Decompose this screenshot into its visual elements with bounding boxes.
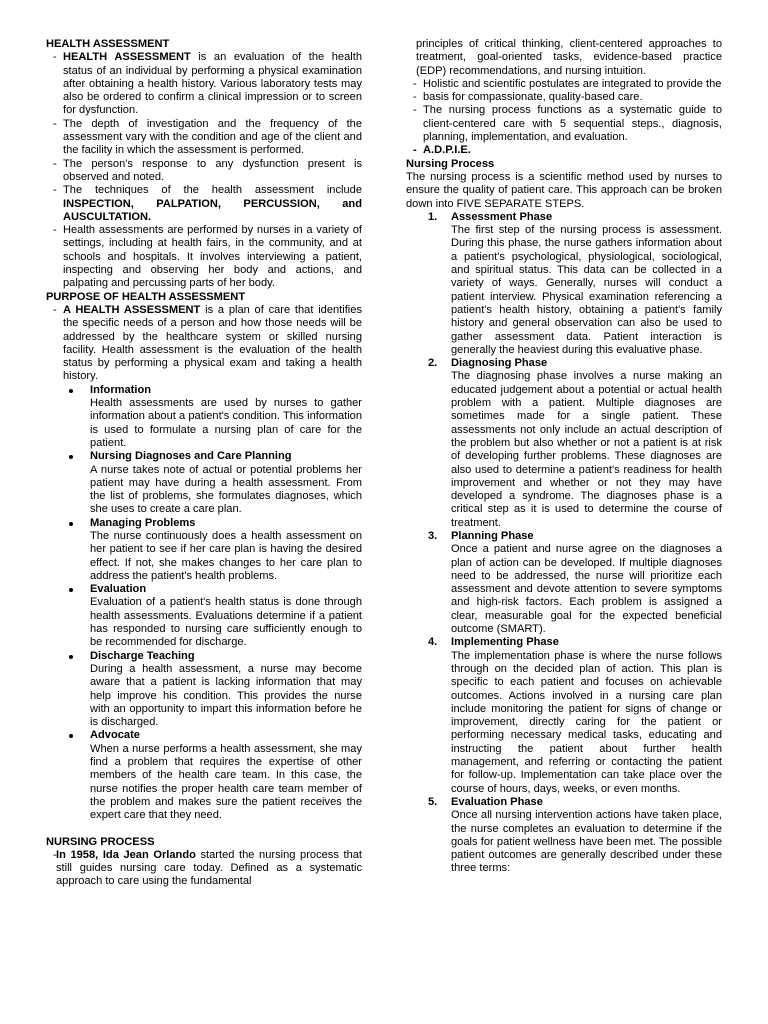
paragraph-continued: principles of critical thinking, client-centered approaches to treatment, goal-oriented tasks, evidence-based practice (EDP) recommendations, and nursing intuition. xyxy=(416,38,722,77)
phase-number: 5. xyxy=(428,795,438,808)
section-heading-purpose: PURPOSE OF HEALTH ASSESSMENT xyxy=(46,290,246,303)
phase-item xyxy=(406,530,722,636)
phase-title: Assessment Phase xyxy=(451,210,553,223)
phase-number: 3. xyxy=(428,529,438,542)
phase-item xyxy=(406,796,722,876)
paragraph-systematic-guide: - The nursing process functions as a systematic guide to client-centered care with 5 sequential steps., diagnosis, planning, implementation, and evaluation. xyxy=(406,104,722,144)
bullet-item xyxy=(46,517,362,583)
bullet-body: A nurse takes note of actual or potential problems her patient may have during a health assessment. From the list of problems, she formulates diagnoses, which she uses to create a care plan. xyxy=(90,463,362,516)
bullet-title: Advocate xyxy=(90,729,140,742)
bullet-body: Health assessments are used by nurses to gather information about a patient's condition. This information is used to formulate a nursing plan of care for the patient. xyxy=(90,397,362,449)
bullet-title: Managing Problems xyxy=(90,516,196,529)
paragraph-definition xyxy=(46,51,362,117)
paragraph-response: - The person's response to any dysfunction present is observed and noted. xyxy=(46,158,362,185)
paragraph-holistic: - Holistic and scientific postulates are integrated to provide the xyxy=(406,78,722,91)
bullet-item xyxy=(46,384,362,450)
bullet-dot-icon xyxy=(69,655,73,659)
bullet-title: Discharge Teaching xyxy=(90,649,195,662)
phase-item xyxy=(406,636,722,796)
techniques-list: INSPECTION, PALPATION, PERCUSSION, and AUSCULTATION. xyxy=(63,197,362,223)
paragraph-orlando xyxy=(46,849,362,889)
bullet-dot-icon xyxy=(69,389,73,393)
paragraph-purpose-definition xyxy=(46,304,362,384)
phase-title: Evaluation Phase xyxy=(451,795,543,808)
bullet-body: When a nurse performs a health assessment, she may find a problem that requires the expertise of other members of the health care team. In this case, the nurse notifies the proper health care team member of the problem and makes sure the patient receives the expert care that they need. xyxy=(90,742,362,822)
bullet-item xyxy=(46,729,362,822)
bullet-dot-icon xyxy=(69,588,73,592)
phase-body: Once a patient and nurse agree on the diagnoses a plan of action can be developed. If multiple diagnoses need to be addressed, the nurse will prioritize each assessment and devote attention to severe symptoms and high-risk factors. Each problem is assigned a clear, measurable goal for the expected beneficial outcome (SMART). xyxy=(451,543,722,636)
spacer xyxy=(46,823,362,836)
phase-item xyxy=(406,357,722,530)
term-a-health-assessment: A HEALTH ASSESSMENT xyxy=(63,303,201,316)
phase-body: The first step of the nursing process is assessment. During this phase, the nurse gathers information about a patient's psychological, physiological, sociological, and spiritual status. This data can be collected in a variety of ways. Generally, nurses will conduct a patient interview. Physical examination referencing a patient's health history, obtaining a patient's family history and general observation can also be used to gather assessment data. Patient interaction is generally the heaviest during this evaluative phase. xyxy=(451,224,722,356)
phase-title: Implementing Phase xyxy=(451,636,559,649)
bullet-dot-icon xyxy=(69,522,73,526)
paragraph-depth: - The depth of investigation and the frequency of the assessment vary with the condition and age of the client and the facility in which the assessment is performed. xyxy=(46,118,362,158)
section-heading-health-assessment: HEALTH ASSESSMENT xyxy=(46,38,170,50)
bullet-item xyxy=(46,583,362,649)
right-column xyxy=(406,38,722,876)
bullet-title: Evaluation xyxy=(90,583,147,596)
phase-title: Diagnosing Phase xyxy=(451,357,548,370)
orlando-text: started the nursing process that still guides nursing care today. Defined as a systematic approach to care using the fundamental xyxy=(56,848,362,888)
phase-title: Planning Phase xyxy=(451,529,534,542)
nursing-process-heading: Nursing Process xyxy=(406,157,495,170)
techniques-text: The techniques of the health assessment include xyxy=(63,184,362,197)
purpose-definition-text: is a plan of care that identifies the specific needs of a person and how those needs will be addressed by the healthcare system or skilled nursing facility. Health assessment is the evaluation of the health status by performing a physical exam and taking a health history. xyxy=(63,303,362,383)
phase-number: 2. xyxy=(428,357,438,370)
bullet-dot-icon xyxy=(69,455,73,459)
paragraph-basis: - basis for compassionate, quality-based care. xyxy=(406,91,722,104)
phase-body: Once all nursing intervention actions have taken place, the nurse completes an evaluation to determine if the goals for patient wellness have been met. The possible patient outcomes are generally described under these three terms: xyxy=(451,809,722,875)
phase-body: The implementation phase is where the nurse follows through on the decided plan of action. This plan is specific to each patient and focuses on achievable outcomes. Actions involved in a nursing care plan include monitoring the patient for signs of change or improvement, directly caring for the patient or performing necessary medical tasks, educating and instructing the patient about further health management, and referring or contacting the patient for follow-up. Implementation can take place over the course of hours, days, weeks, or even months. xyxy=(451,649,722,795)
bullet-title: Nursing Diagnoses and Care Planning xyxy=(90,450,292,463)
paragraph-techniques xyxy=(46,184,362,224)
bullet-title: Information xyxy=(90,383,152,396)
orlando-lead: In 1958, Ida Jean Orlando xyxy=(56,848,196,861)
bullet-dot-icon xyxy=(69,734,73,738)
phase-number: 4. xyxy=(428,636,438,649)
paragraph-settings: - Health assessments are performed by nurses in a variety of settings, including at health fairs, in the community, and at schools and hospitals. It involves interviewing a patient, inspecting and observing her body and actions, and palpating and percussing parts of her body. xyxy=(46,224,362,290)
phase-body: The diagnosing phase involves a nurse making an educated judgement about a potential or actual health problem with a patient. Multiple diagnoses are sometimes made for a single patient. These assessments not only include an actual description of the problem but also whether or not a patient is at risk of developing further problems. These diagnoses are also used to determine a patient's readiness for health improvement and whether or not they may have developed a syndrome. The diagnoses phase is a critical step as it is used to determine the course of treatment. xyxy=(451,370,722,529)
bullet-body: During a health assessment, a nurse may become aware that a patient is lacking information that may help improve his condition. This provides the nurse with an opportunity to impart this information before he is discharged. xyxy=(90,662,362,729)
term-health-assessment: HEALTH ASSESSMENT xyxy=(63,51,191,64)
adpie-label: - A.D.P.I.E. xyxy=(406,144,722,157)
bullet-item xyxy=(46,650,362,730)
phase-item xyxy=(406,211,722,357)
bullet-body: The nurse continuously does a health assessment on her patient to see if her care plan is having the desired effect. If not, she makes changes to her care plan to address the patient's health problems. xyxy=(90,529,362,582)
section-heading-nursing-process: NURSING PROCESS xyxy=(46,835,155,848)
bullet-body: Evaluation of a patient's health status is done through health assessments. Evaluations determine if a patient has responded to nursing care sufficiently enough to be recommended for discharge. xyxy=(90,596,362,649)
nursing-process-intro: The nursing process is a scientific method used by nurses to ensure the quality of patient care. This approach can be broken down into FIVE SEPARATE STEPS. xyxy=(406,170,722,210)
bullet-item xyxy=(46,450,362,516)
definition-text: is an evaluation of the health status of an individual by performing a physical examination after obtaining a health history. Various laboratory tests may also be ordered to confirm a clinical impression or to screen for dysfunction. xyxy=(63,51,362,117)
phase-number: 1. xyxy=(428,210,438,223)
left-column xyxy=(46,38,362,889)
